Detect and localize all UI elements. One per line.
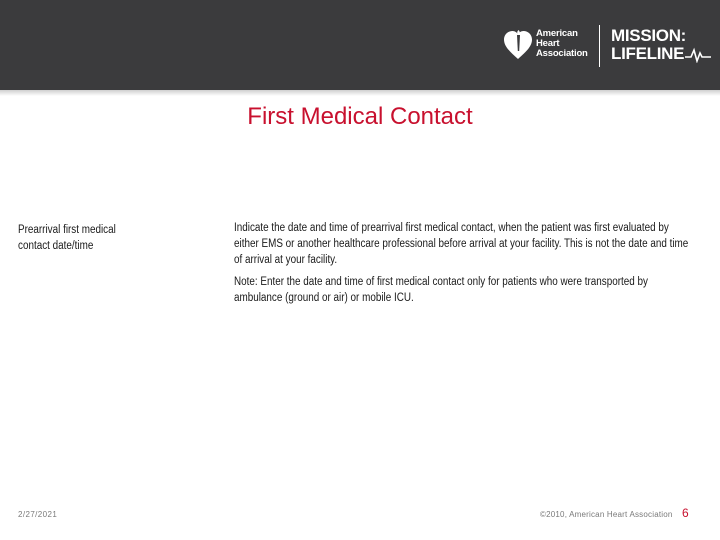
ekg-line-icon (685, 47, 711, 63)
field-label: Prearrival first medical contact date/time (18, 224, 116, 252)
mission-logo-line2: LIFELINE (611, 44, 685, 63)
mission-logo-line1: MISSION: (611, 26, 687, 45)
field-description (234, 220, 695, 306)
header-shadow (0, 90, 720, 96)
aha-wordmark (536, 29, 588, 59)
page-number: 6 (682, 506, 689, 520)
aha-wordmark-line2: Heart (536, 38, 560, 49)
header-bar (0, 0, 720, 90)
footer-copyright: ©2010, American Heart Association (540, 510, 673, 519)
heart-torch-icon (503, 29, 533, 61)
mission-lifeline-logo (611, 27, 706, 67)
note-text: Note: Enter the date and time of first medical contact only for patients who were transported by ambulance (ground or air) or mobile ICU. (234, 276, 648, 304)
aha-logo (503, 25, 598, 65)
footer-date: 2/27/2021 (18, 510, 58, 519)
slide-title: First Medical Contact (247, 103, 473, 130)
description-text: Indicate the date and time of prearrival first medical contact, when the patient was first evaluated by either EMS or another healthcare professional before arrival at your facility. This is not the date and time of arrival at your facility. (234, 222, 689, 266)
aha-wordmark-line1: American (536, 28, 578, 39)
logo-divider (599, 25, 600, 67)
aha-wordmark-line3: Association (536, 48, 588, 59)
